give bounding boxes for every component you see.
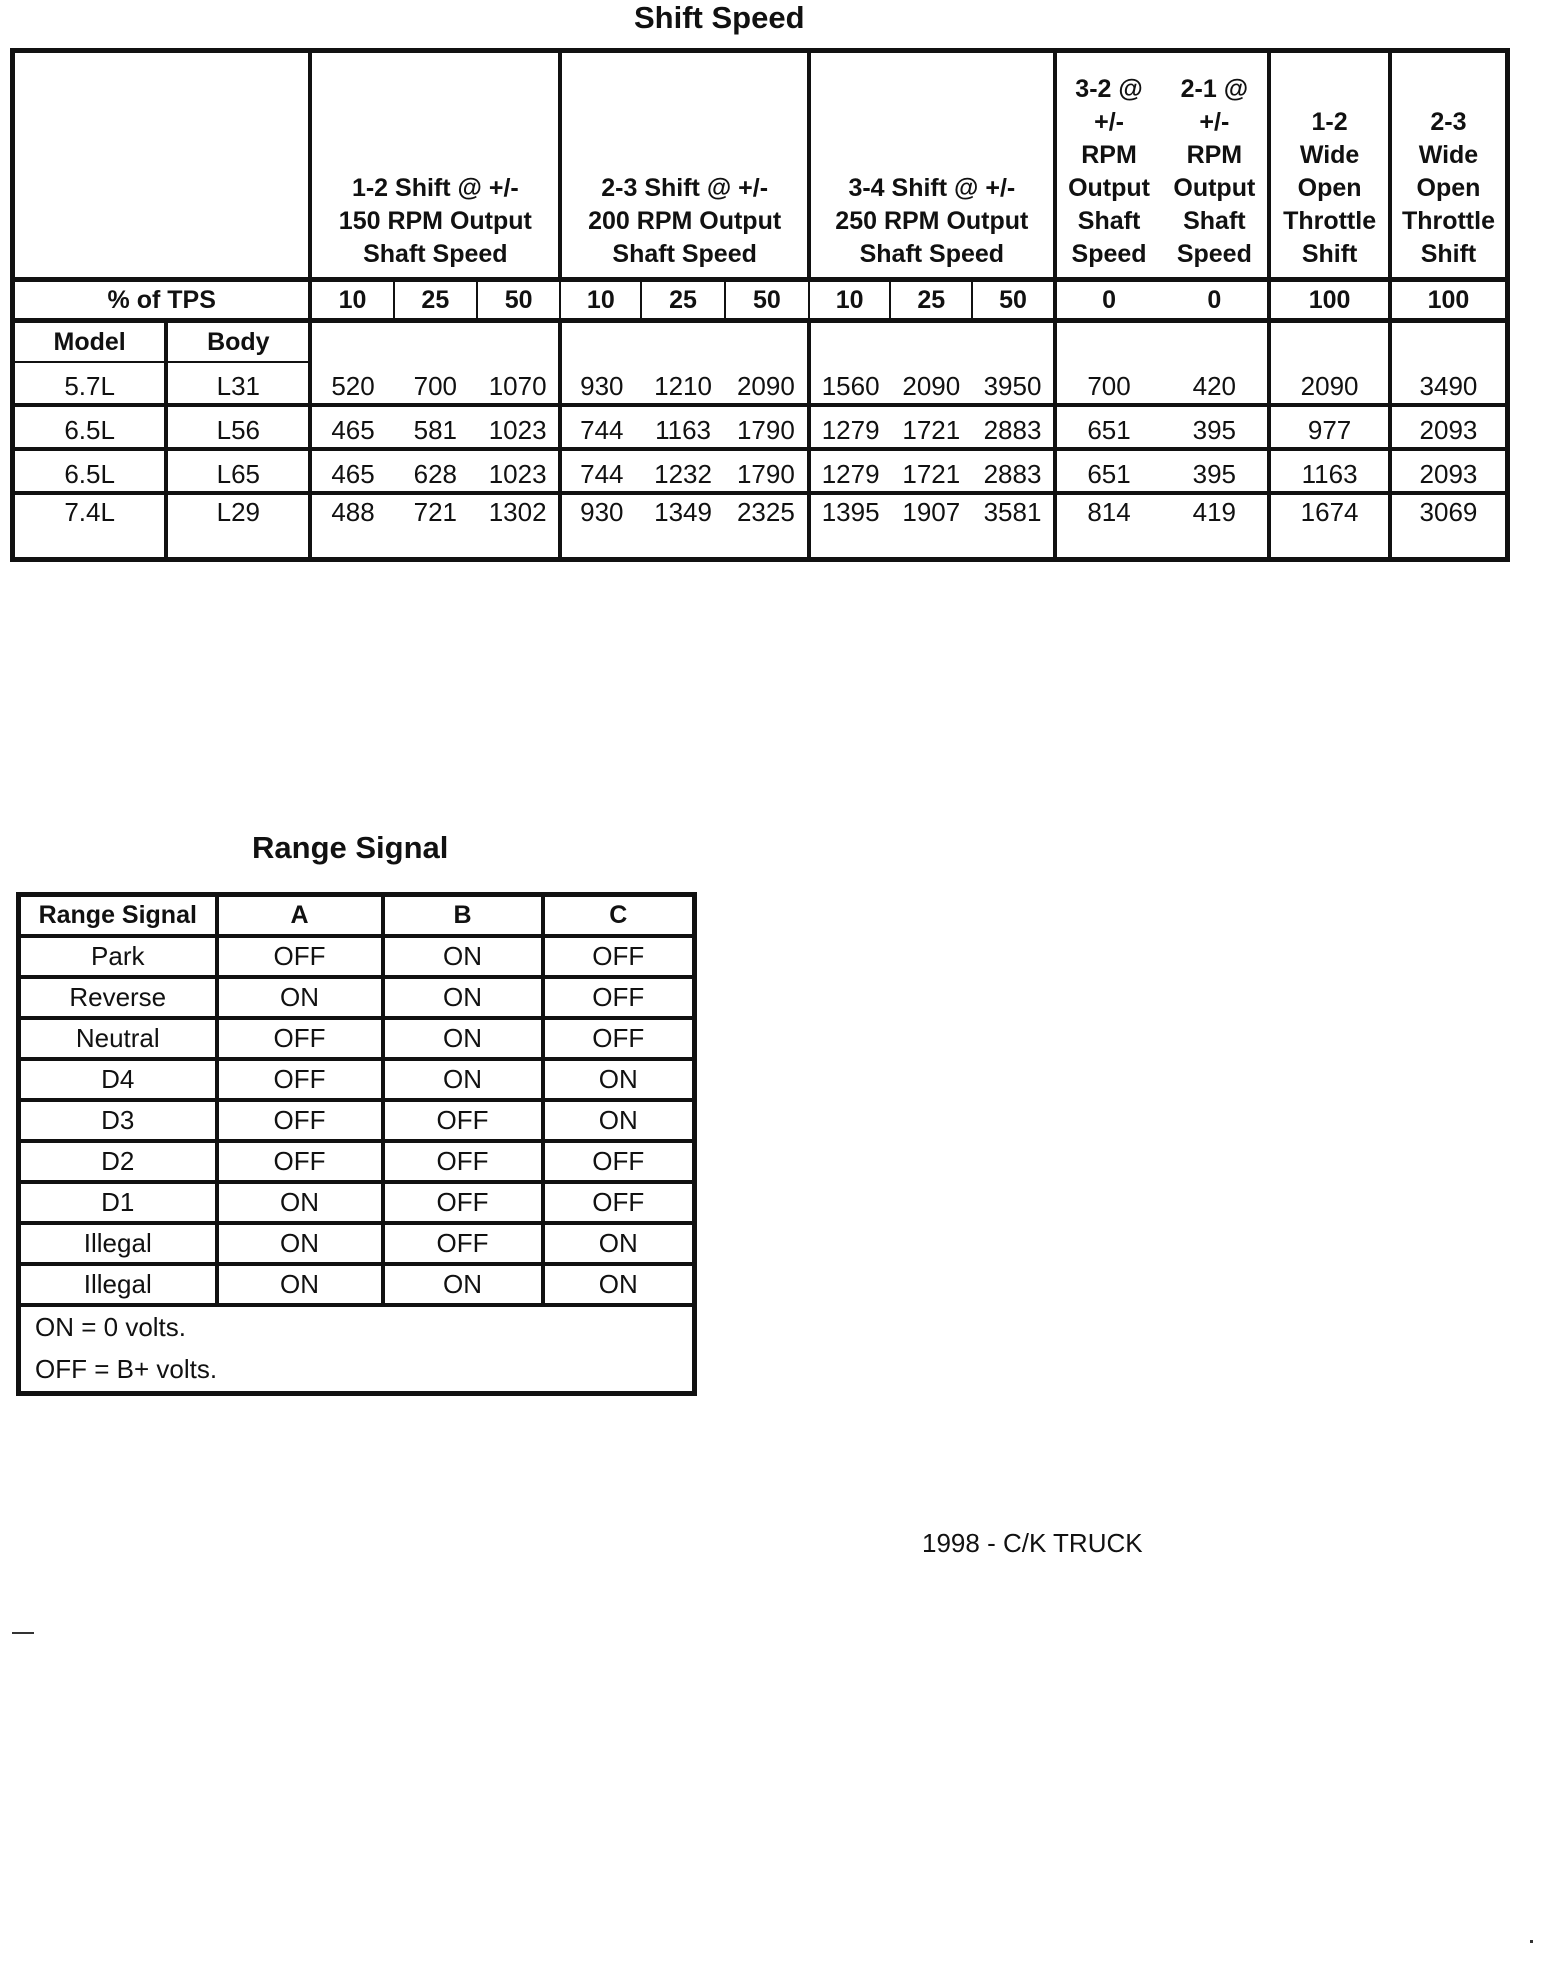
blank-cell — [809, 321, 1055, 363]
value-cell: 1907 — [890, 493, 972, 560]
header-line: Speed — [1071, 240, 1147, 268]
header-2-1-downshift — [1161, 51, 1269, 280]
header-line: +/- — [1199, 108, 1230, 136]
value-cell: 1023 — [477, 405, 560, 449]
header-line: Shift — [1301, 240, 1358, 268]
signal-value: OFF — [543, 936, 695, 977]
tps-label: % of TPS — [13, 280, 311, 321]
value-cell: 1721 — [890, 449, 972, 493]
value-cell: 465 — [310, 449, 393, 493]
header-line: 2-3 Shift @ +/- — [601, 174, 769, 202]
tps-value: 25 — [394, 280, 477, 321]
range-header: Range Signal — [19, 895, 217, 937]
value-cell: 1395 — [809, 493, 890, 560]
model-cell: 5.7L — [13, 362, 167, 405]
value-cell: 2090 — [902, 371, 961, 401]
value-cell: 420 — [1161, 362, 1269, 405]
value-cell: 700 — [1055, 362, 1162, 405]
body-cell: L29 — [166, 493, 310, 560]
table-row — [19, 1059, 695, 1100]
document-footer: 1998 - C/K TRUCK — [922, 1528, 1143, 1558]
signal-value: OFF — [217, 1018, 383, 1059]
model-header: Model — [13, 321, 167, 363]
value-cell: 651 — [1055, 405, 1162, 449]
tps-value: 10 — [560, 280, 641, 321]
signal-value: ON — [383, 1059, 543, 1100]
signal-value: OFF — [543, 1141, 695, 1182]
scan-speck — [1530, 1940, 1533, 1943]
signal-value: ON — [383, 977, 543, 1018]
blank-cell — [1269, 321, 1390, 363]
range-label: Park — [19, 936, 217, 977]
value-cell: 1560 — [809, 362, 890, 405]
value-cell: 628 — [394, 449, 477, 493]
range-label: D4 — [19, 1059, 217, 1100]
tps-value: 50 — [725, 280, 809, 321]
range-signal-title: Range Signal — [252, 830, 449, 865]
value-cell: 930 — [560, 362, 641, 405]
signal-value: ON — [543, 1059, 695, 1100]
blank-cell — [1390, 321, 1508, 363]
signal-value: OFF — [383, 1223, 543, 1264]
table-row — [13, 405, 1508, 449]
corner-blank — [13, 51, 311, 280]
signal-value: ON — [543, 1100, 695, 1141]
value-cell: 930 — [560, 493, 641, 560]
blank-cell — [1055, 321, 1270, 363]
signal-value: OFF — [217, 1141, 383, 1182]
header-line: Wide — [1299, 141, 1360, 169]
value-cell: 1163 — [1269, 449, 1390, 493]
voltage-note: OFF = B+ volts. — [19, 1347, 695, 1394]
tps-value: 10 — [310, 280, 393, 321]
model-cell: 7.4L — [13, 493, 167, 560]
value-cell: 721 — [394, 493, 477, 560]
range-header-row — [19, 895, 695, 937]
body-cell: L56 — [166, 405, 310, 449]
value-cell: 1349 — [641, 493, 724, 560]
blank-cell — [310, 321, 560, 363]
value-cell: 1279 — [809, 449, 890, 493]
signal-value: ON — [383, 1018, 543, 1059]
header-line: Output — [1068, 174, 1150, 202]
header-line: Shaft Speed — [612, 240, 757, 268]
table-row — [19, 1223, 695, 1264]
value-cell: 419 — [1161, 493, 1269, 560]
value-cell: 744 — [560, 449, 641, 493]
tps-row — [13, 280, 1508, 321]
header-line: Throttle — [1401, 207, 1495, 235]
range-header: B — [383, 895, 543, 937]
value-cell: 395 — [1161, 449, 1269, 493]
value-cell: 1023 — [477, 449, 560, 493]
header-line: Wide — [1418, 141, 1479, 169]
header-line: 250 RPM Output — [835, 207, 1029, 235]
range-label: D2 — [19, 1141, 217, 1182]
shift-speed-table — [10, 48, 1510, 562]
value-cell: 520 — [310, 362, 393, 405]
header-line: +/- — [1094, 108, 1124, 136]
value-cell: 977 — [1269, 405, 1390, 449]
note-row — [19, 1305, 695, 1347]
shift-header-row — [13, 51, 1508, 280]
signal-value: OFF — [383, 1182, 543, 1223]
value-cell: 581 — [394, 405, 477, 449]
value-cell: 1070 — [477, 362, 560, 405]
signal-value: OFF — [217, 1100, 383, 1141]
signal-value: OFF — [543, 1182, 695, 1223]
signal-value: ON — [217, 977, 383, 1018]
value-cell: 1721 — [890, 405, 972, 449]
value-cell: 3950 — [972, 362, 1054, 405]
body-header: Body — [166, 321, 310, 363]
value-cell: 1674 — [1269, 493, 1390, 560]
header-line: 200 RPM Output — [588, 207, 782, 235]
header-line: RPM — [1081, 141, 1137, 169]
body-cell: L65 — [166, 449, 310, 493]
header-line: Open — [1416, 174, 1481, 202]
header-line: 3-2 @ — [1075, 75, 1143, 103]
signal-value: OFF — [543, 977, 695, 1018]
model-cell: 6.5L — [13, 405, 167, 449]
signal-value: ON — [543, 1223, 695, 1264]
table-row — [19, 977, 695, 1018]
range-label: Illegal — [19, 1223, 217, 1264]
shift-speed-title: Shift Speed — [634, 0, 805, 35]
table-row — [19, 1182, 695, 1223]
table-row — [19, 936, 695, 977]
table-row — [13, 449, 1508, 493]
tps-value: 0 — [1161, 280, 1269, 321]
model-body-row — [13, 321, 1508, 363]
signal-value: ON — [217, 1264, 383, 1305]
value-cell: 1302 — [477, 493, 560, 560]
header-3-2-downshift — [1055, 51, 1162, 280]
table-row — [19, 1018, 695, 1059]
header-line: 150 RPM Output — [338, 207, 532, 235]
value-cell: 1790 — [725, 449, 809, 493]
value-cell: 700 — [413, 371, 458, 401]
range-label: D3 — [19, 1100, 217, 1141]
range-label: Neutral — [19, 1018, 217, 1059]
value-cell: 2883 — [972, 449, 1054, 493]
value-cell: 3581 — [972, 493, 1054, 560]
table-row — [19, 1100, 695, 1141]
header-line: Speed — [1176, 240, 1252, 268]
range-label: D1 — [19, 1182, 217, 1223]
signal-value: OFF — [543, 1018, 695, 1059]
header-2-3-wot — [1390, 51, 1508, 280]
value-cell: 744 — [560, 405, 641, 449]
range-signal-table — [16, 892, 697, 1396]
tps-value: 50 — [477, 280, 560, 321]
header-line: Shaft — [1183, 207, 1246, 235]
header-line: 1-2 — [1311, 108, 1348, 136]
signal-value: ON — [543, 1264, 695, 1305]
header-line: Open — [1297, 174, 1362, 202]
tps-value: 100 — [1390, 280, 1508, 321]
value-cell: 2325 — [725, 493, 809, 560]
signal-value: OFF — [383, 1141, 543, 1182]
tps-value: 10 — [809, 280, 890, 321]
tps-value: 100 — [1269, 280, 1390, 321]
signal-value: OFF — [217, 936, 383, 977]
value-cell: 2093 — [1390, 449, 1508, 493]
header-line: 2-3 — [1430, 108, 1467, 136]
range-label: Reverse — [19, 977, 217, 1018]
value-cell: 814 — [1055, 493, 1162, 560]
value-cell: 1279 — [809, 405, 890, 449]
table-row — [19, 1141, 695, 1182]
header-line: Throttle — [1283, 207, 1377, 235]
signal-value: ON — [383, 936, 543, 977]
signal-value: ON — [383, 1264, 543, 1305]
blank-cell — [560, 321, 809, 363]
tps-value: 0 — [1055, 280, 1162, 321]
voltage-note: ON = 0 volts. — [19, 1305, 695, 1347]
value-cell: 2090 — [1269, 362, 1390, 405]
value-cell: 1790 — [725, 405, 809, 449]
signal-value: OFF — [217, 1059, 383, 1100]
tps-value: 50 — [972, 280, 1054, 321]
header-line: RPM — [1186, 141, 1243, 169]
range-header: C — [543, 895, 695, 937]
range-label: Illegal — [19, 1264, 217, 1305]
signal-value: ON — [217, 1223, 383, 1264]
header-2-3-shift — [560, 51, 809, 280]
value-cell: 2883 — [972, 405, 1054, 449]
header-line: 1-2 Shift @ +/- — [351, 174, 519, 202]
tps-value: 25 — [641, 280, 724, 321]
header-line: Shaft Speed — [363, 240, 508, 268]
value-cell: 488 — [310, 493, 393, 560]
value-cell: 2093 — [1390, 405, 1508, 449]
signal-value: ON — [217, 1182, 383, 1223]
header-line: Shift — [1420, 240, 1477, 268]
value-cell: 395 — [1161, 405, 1269, 449]
header-line: Shaft Speed — [859, 240, 1005, 268]
header-line: Output — [1173, 174, 1256, 202]
value-cell: 1210 — [654, 371, 712, 401]
header-line: 3-4 Shift @ +/- — [848, 174, 1016, 202]
header-line: Shaft — [1077, 207, 1141, 235]
value-cell: 2090 — [725, 362, 809, 405]
value-cell: 1232 — [641, 449, 724, 493]
tps-value: 25 — [890, 280, 972, 321]
table-row — [13, 493, 1508, 560]
table-row — [19, 1264, 695, 1305]
header-3-4-shift — [809, 51, 1055, 280]
value-cell: 1163 — [641, 405, 724, 449]
value-cell: 465 — [310, 405, 393, 449]
table-row — [13, 362, 1508, 405]
header-1-2-wot — [1269, 51, 1390, 280]
range-header: A — [217, 895, 383, 937]
header-line: 2-1 @ — [1180, 75, 1249, 103]
model-cell: 6.5L — [13, 449, 167, 493]
header-1-2-shift — [310, 51, 560, 280]
value-cell: 651 — [1055, 449, 1162, 493]
value-cell: 3490 — [1390, 362, 1508, 405]
note-row — [19, 1347, 695, 1394]
signal-value: OFF — [383, 1100, 543, 1141]
body-cell: L31 — [166, 362, 310, 405]
value-cell: 3069 — [1390, 493, 1508, 560]
scan-speck — [12, 1632, 34, 1634]
